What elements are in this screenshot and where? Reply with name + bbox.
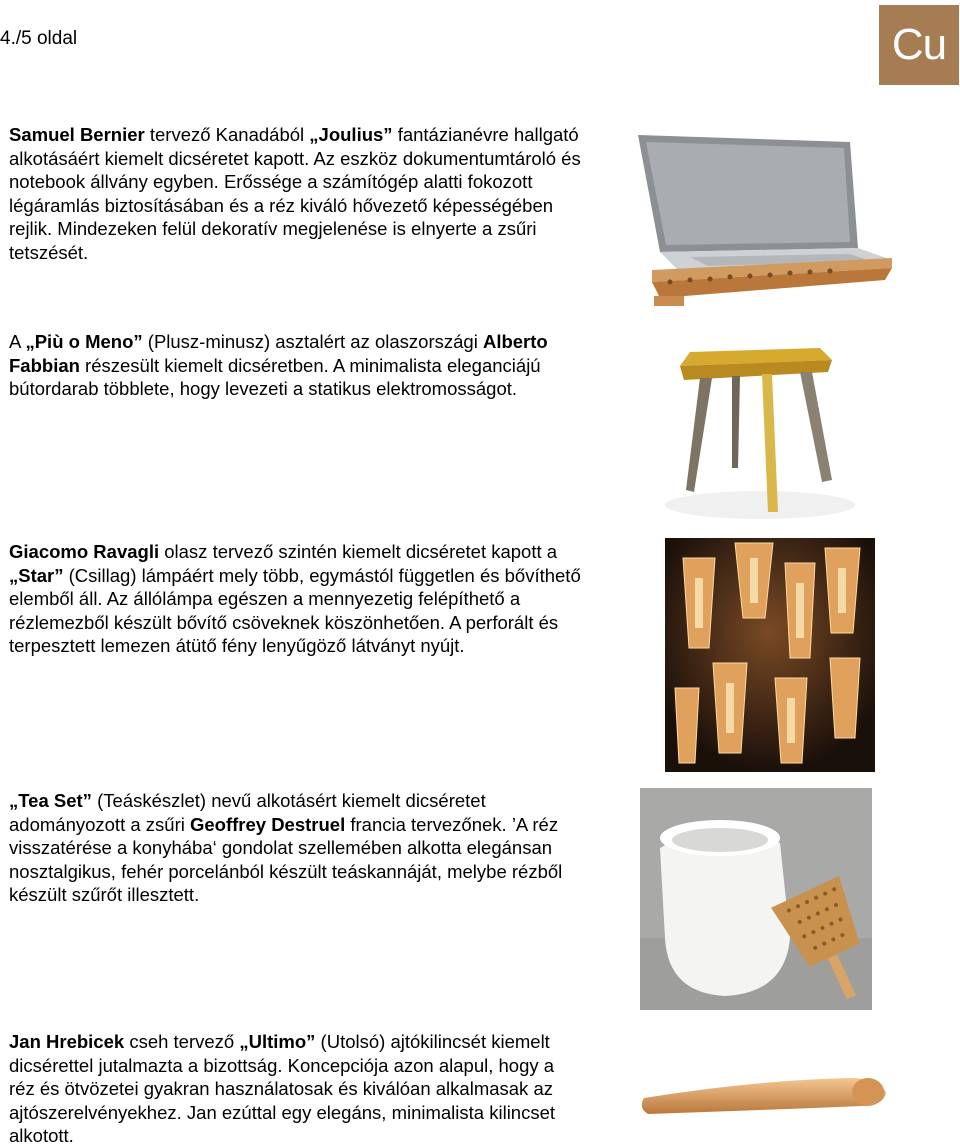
section-ultimo-text (9, 1030, 579, 1148)
body-text: (Plusz-minusz) asztalért az olaszországi (142, 331, 483, 352)
emphasis-text: „Joulius” (309, 124, 393, 145)
body-text: tervező Kanadából (144, 124, 310, 145)
section-piu-o-meno-text (9, 330, 609, 401)
ultimo-door-handle-image (636, 1040, 896, 1140)
body-text: A (9, 331, 26, 352)
section-star-text (9, 540, 609, 658)
emphasis-text: Alberto Fabbian (9, 331, 548, 376)
emphasis-text: „Tea Set” (9, 790, 92, 811)
emphasis-text: Giacomo Ravagli (9, 541, 160, 562)
body-text: francia tervezőnek. ’A réz visszatérése a konyhába‘ gondolat szellemében alkotta elegánsan nosztalgikus, fehér porcelánból készült teáskannáját, melybe rézből készült szűrőt illesztett. (9, 813, 563, 905)
body-text: (Utolsó) ajtókilincsét kiemelt dicsérettel jutalmazta a bizottság. Koncepciója azon alapul, hogy a réz és ötvözetei gyakran használatosak és kiválóan alkalmasak az ajtószerelvényekhez. Jan ezúttal egy elegáns, minimalista kilincset alkotott. (9, 1031, 556, 1146)
tea-set-image (640, 788, 872, 1010)
section-tea-set-text (9, 789, 599, 907)
body-text: részesült kiemelt dicséretben. A minimalista eleganciájú bútordarab többlete, hogy levezeti a statikus elektromosságot. (9, 354, 541, 399)
body-text: olasz tervező szintén kiemelt dicséretet kapott a (159, 541, 558, 562)
emphasis-text: Samuel Bernier (9, 124, 145, 145)
body-text: (Csillag) lámpáért mely több, egymástól független és bővíthető elemből áll. Az állólámpa egészen a mennyezetig felépíthető a rézlemezből készült bővítő csöveknek köszönhetően. A perforált és terpesztett lemezen átütő fény lenyűgöző látványt nyújt. (9, 564, 581, 656)
body-text: fantázianévre hallgató alkotásáért kiemelt dicséretet kapott. Az eszköz dokumentumtároló és notebook állvány egyben. Erőssége a számítógép alatti fokozott légáramlás biztosításában és a réz kiváló hővezető képességében rejlik. Mindezeken felül dekoratív megjelenése is elnyerte a zsűri tetszését. (9, 124, 581, 263)
emphasis-text: „Più o Meno” (25, 331, 143, 352)
page-number: 4./5 oldal (0, 28, 78, 49)
body-text: cseh tervező (124, 1031, 240, 1052)
body-text: (Teáskészlet) nevű alkotásért kiemelt dicséretet adományozott a zsűri (9, 790, 486, 835)
section-joulius-text (9, 123, 599, 264)
copper-logo: Cu (879, 5, 959, 85)
piu-o-meno-stool-image (660, 340, 860, 520)
emphasis-text: „Ultimo” (239, 1031, 316, 1052)
joulius-laptop-stand-image (630, 130, 900, 310)
emphasis-text: Geoffrey Destruel (189, 813, 346, 835)
emphasis-text: Jan Hrebicek (9, 1031, 125, 1052)
star-lamp-image (665, 538, 875, 772)
emphasis-text: „Star” (9, 564, 64, 586)
